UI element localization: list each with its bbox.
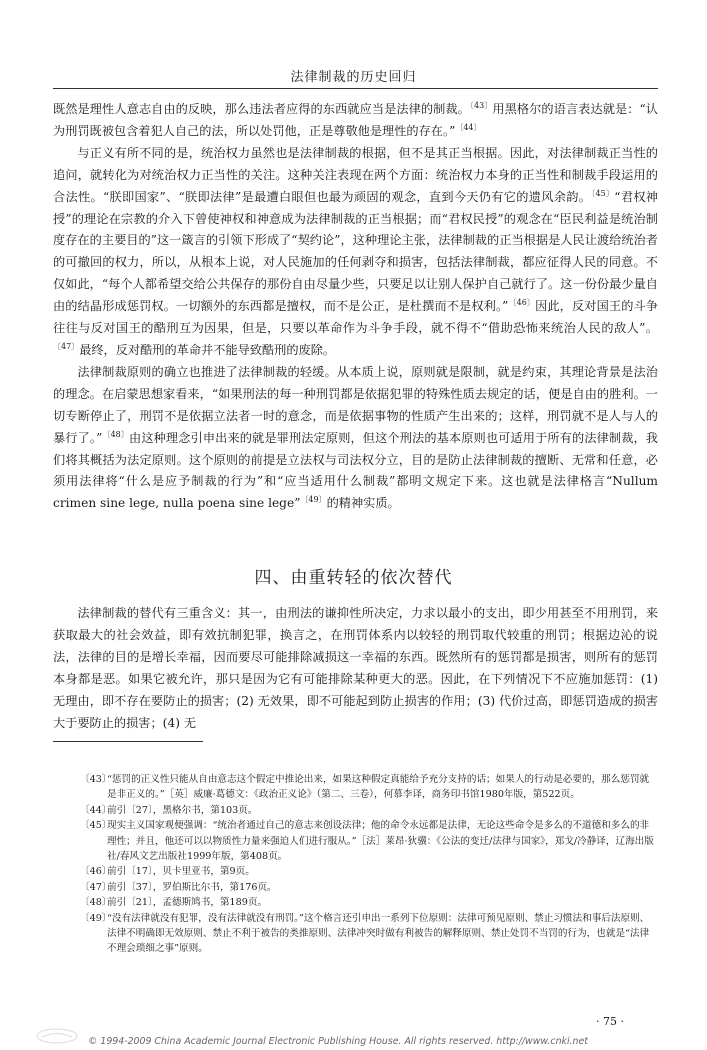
footnote (80, 880, 658, 895)
body-paragraph (53, 143, 658, 362)
footnote-number: 〔43〕 (80, 774, 112, 785)
footnote-text: “惩罚的正义性只能从自由意志这个假定中推论出来，如果这种假定真能给予充分支持的话；如果人的行动是必要的，那么惩罚就是非正义的。”［英］威廉·葛德文：《政治正义论》（第二、三卷），何慕李译，商务印书馆1980年版，第522页。 (107, 774, 650, 801)
cnki-logo-icon (36, 1028, 78, 1044)
paragraph-text: 既然是理性人意志自由的反映，那么违法者应得的东西就应当是法律的制裁。 (53, 102, 470, 116)
copyright-notice: © 1994-2009 China Academic Journal Electronic Publishing House. All rights reserved. http://www.cnki.net (88, 1036, 588, 1047)
footnote-number: 〔46〕 (80, 866, 112, 878)
footnote-text: 前引〔37〕，罗伯斯比尔书，第176页。 (107, 881, 277, 893)
footnote-text: 前引〔27〕，黑格尔书，第103页。 (107, 804, 258, 816)
footnote-number: 〔48〕 (80, 897, 112, 909)
footnote-text: “没有法律就没有犯罪，没有法律就没有刑罚。”这个格言还引申出一系列下位原则：法律可预见原则、禁止习惯法和事后法原则、法律不明确即无效原则、禁止不利于被告的类推原则、法律冲突时做有利被告的解释原则、禁止处罚不当罚的行为，也就是“法律不理会琐细之事”原则。 (107, 912, 650, 955)
running-header: 法律制裁的历史回归 (290, 70, 417, 85)
footnote-marker[interactable]: 〔43〕 (469, 100, 493, 110)
paragraph-text: 由这种理念引申出来的就是罪刑法定原则，但这个刑法的基本原则也可适用于所有的法律制裁，我们将其概括为法定原则。这个原则的前提是立法权与司法权分立，目的是防止法律制裁的擅断、无常和任意，必须用法律将“什么是应予制裁的行为”和“应当适用什么制裁”都明文规定下来。这也就是法律格言“Nullum crimen sine lege, nulla poena sine lege” (53, 430, 658, 511)
footnote-marker[interactable]: 〔49〕 (300, 495, 327, 505)
footnote (80, 864, 658, 879)
footnote (80, 895, 658, 910)
footnote (80, 772, 658, 803)
footnote (80, 803, 658, 818)
paragraph-text: “君权神授”的理论在宗教的介入下曾使神权和神意成为法律制裁的正当根据；而“君权民授”的观念在“臣民利益是统治制度存在的主要目的”这一箴言的引领下形成了“契约论”，这种理论主张，法律制裁的正当根据是人民让渡给统治者的可撤回的权力，所以，从根本上说，对人民施加的任何剥夺和损害，包括法律制裁，都应征得人民的同意。不仅如此，“每个人都希望交给公共保存的那份自由尽量少些，只要足以让别人保护自己就行了。这一份份最少量自由的结晶形成惩罚权。一切额外的东西都是擅权，而不是公正，是杜撰而不是权利。” (53, 189, 658, 314)
footnote-text: 现实主义国家观便强调：“统治者通过自己的意志来创设法律；他的命令永远都是法律，无论这些命令是多么的不道德和多么的非理性；并且，他还可以以物质性力量来强迫人们进行服从。”［法］莱昂·狄骥：《公法的变迁/法律与国家》，郑戈/冷静译，辽海出版社/春风文艺出版社1999年版，第408页。 (107, 820, 654, 863)
paragraph-text: 法律制裁原则的确立也推进了法律制裁的轻缓。从本质上说，原则就是限制，就是约束，其理论背景是法治的理念。在启蒙思想家看来，“如果刑法的每一种刑罚都是依据犯罪的特殊性质去规定的话，便是自由的胜利。一切专断停止了，刑罚不是依据立法者一时的意念，而是依据事物的性质产生出来的；这样，刑罚就不是人与人的暴行了。” (53, 364, 658, 445)
page-number: · 75 · (596, 1015, 624, 1028)
footnote-number: 〔44〕 (80, 804, 112, 816)
footnote-marker[interactable]: 〔45〕 (591, 188, 615, 198)
header-rule (53, 88, 658, 89)
paragraph-text: 与正义有所不同的是，统治权力虽然也是法律制裁的根据，但不是其正当根据。因此，对法律制裁正当性的追问，就转化为对统治权力正当性的关注。这种关注表现在两个方面：统治权力本身的正当性和制裁手段运用的合法性。“朕即国家”、“朕即法律”是最遭白眼但也最为顽固的观念，直到今天仍有它的遗风余韵。 (53, 145, 658, 204)
footnote-marker[interactable]: 〔46〕 (508, 298, 536, 308)
paragraph-text: 因此，反对国王的斗争往往与反对国王的酷刑互为因果，但是，只要以革命作为斗争手段，就不得不“借助恐怖来统治人民的敌人”。 (53, 299, 658, 336)
footnotes (80, 772, 658, 957)
section-body (53, 603, 658, 734)
footnote-rule (53, 741, 203, 742)
footnote-marker[interactable]: 〔48〕 (102, 429, 130, 439)
paragraph-text: 的精神实质。 (326, 496, 400, 511)
footnote-number: 〔49〕 (80, 912, 112, 924)
footnote-marker[interactable]: 〔44〕 (455, 122, 482, 132)
body-text (53, 99, 658, 515)
footnote-text: 前引〔17〕，贝卡里亚书，第9页。 (107, 866, 255, 878)
footnote-number: 〔47〕 (80, 881, 112, 893)
footnote (80, 911, 658, 957)
section-heading: 四、由重转轻的依次替代 (254, 568, 453, 588)
body-paragraph (53, 99, 658, 143)
section-paragraph: 法律制裁的替代有三重含义：其一，由刑法的谦抑性所决定，力求以最小的支出，即少用甚至不用刑罚，来获取最大的社会效益，即有效抗制犯罪，换言之，在刑罚体系内以较轻的刑罚取代较重的刑罚；根据边沁的说法，法律的目的是增长幸福，因而要尽可能排除减损这一幸福的东西。既然所有的惩罚都是损害，则所有的惩罚本身都是恶。如果它被允许，那只是因为它有可能排除某种更大的恶。因此，在下列情况下不应施加惩罚：(1) 无理由，即不存在要防止的损害；(2) 无效果，即不可能起到防止损害的作用；(3) 代价过高，即惩罚造成的损害大于要防止的损害；(4) 无 (53, 606, 658, 730)
paragraph-text: 用黑格尔的语言表达就是：“认为刑罚既被包含着犯人自己的法，所以处罚他，正是尊敬他是理性的存在。” (53, 102, 658, 138)
footnote-number: 〔45〕 (80, 820, 112, 832)
footnote-marker[interactable]: 〔47〕 (53, 341, 80, 351)
body-paragraph (53, 362, 658, 515)
paragraph-text: 最终，反对酷刑的革命并不能导致酷刑的废除。 (79, 342, 336, 357)
footnote-text: 前引〔21〕，孟德斯鸠书，第189页。 (107, 897, 268, 909)
footnote (80, 818, 658, 864)
